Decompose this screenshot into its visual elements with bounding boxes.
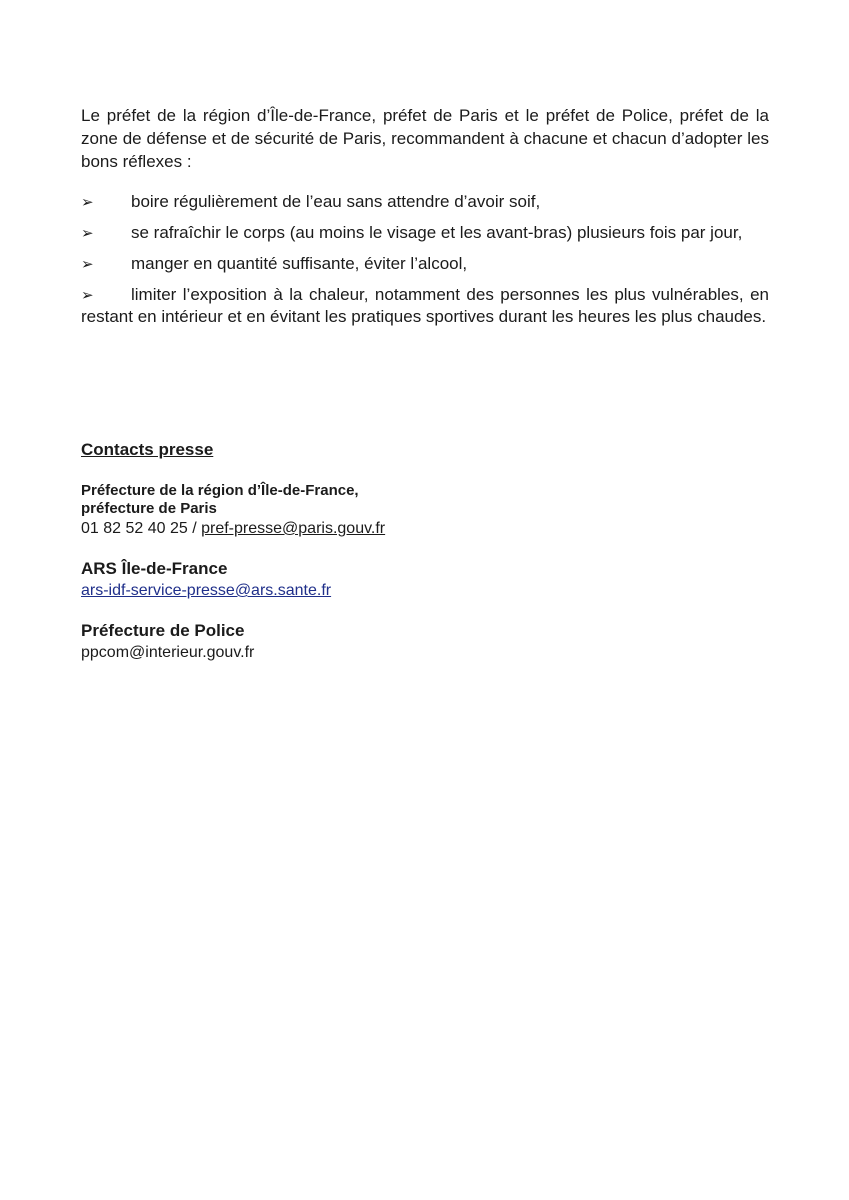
list-item — [81, 284, 769, 328]
list-item — [81, 253, 769, 275]
contact-separator: / — [187, 520, 202, 537]
prefecture-contact — [81, 482, 769, 539]
police-name: Préfecture de Police — [81, 621, 245, 640]
list-item-text: se rafraîchir le corps (au moins le visage et les avant-bras) plusieurs fois par jour, — [131, 223, 743, 242]
list-item — [81, 191, 769, 213]
prefecture-name-line1: Préfecture de la région d’Île-de-France, — [81, 482, 359, 499]
ars-contact — [81, 558, 769, 601]
press-contacts-section — [81, 438, 769, 663]
list-item-text: limiter l’exposition à la chaleur, notamment des personnes les plus vulnérables, en restant en intérieur et en évitant les pratiques sportives durant les heures les plus chaudes. — [81, 285, 769, 326]
arrow-bullet-icon: ➢ — [81, 193, 94, 211]
police-contact — [81, 620, 769, 663]
recommendations-section — [81, 104, 769, 337]
prefecture-email-link[interactable]: pref-presse@paris.gouv.fr — [201, 520, 386, 537]
list-item — [81, 222, 769, 244]
contacts-heading: Contacts presse — [81, 440, 214, 459]
arrow-bullet-icon: ➢ — [81, 286, 94, 304]
police-email: ppcom@interieur.gouv.fr — [81, 644, 255, 661]
reflexes-list — [81, 191, 769, 328]
prefecture-phone: 01 82 52 40 25 — [81, 520, 188, 537]
ars-name: ARS Île-de-France — [81, 559, 228, 578]
intro-paragraph: Le préfet de la région d’Île-de-France, préfet de Paris et le préfet de Police, préfet de la zone de défense et de sécurité de Paris, recommandent à chacune et chacun d’adopter les bons réflexes : — [81, 106, 769, 171]
list-item-text: boire régulièrement de l’eau sans attendre d’avoir soif, — [131, 192, 541, 211]
arrow-bullet-icon: ➢ — [81, 255, 94, 273]
ars-email-link[interactable]: ars-idf-service-presse@ars.sante.fr — [81, 582, 332, 599]
prefecture-name-line2: préfecture de Paris — [81, 500, 217, 517]
list-item-text: manger en quantité suffisante, éviter l’alcool, — [131, 254, 468, 273]
arrow-bullet-icon: ➢ — [81, 224, 94, 242]
prefecture-contact-details — [81, 518, 769, 539]
